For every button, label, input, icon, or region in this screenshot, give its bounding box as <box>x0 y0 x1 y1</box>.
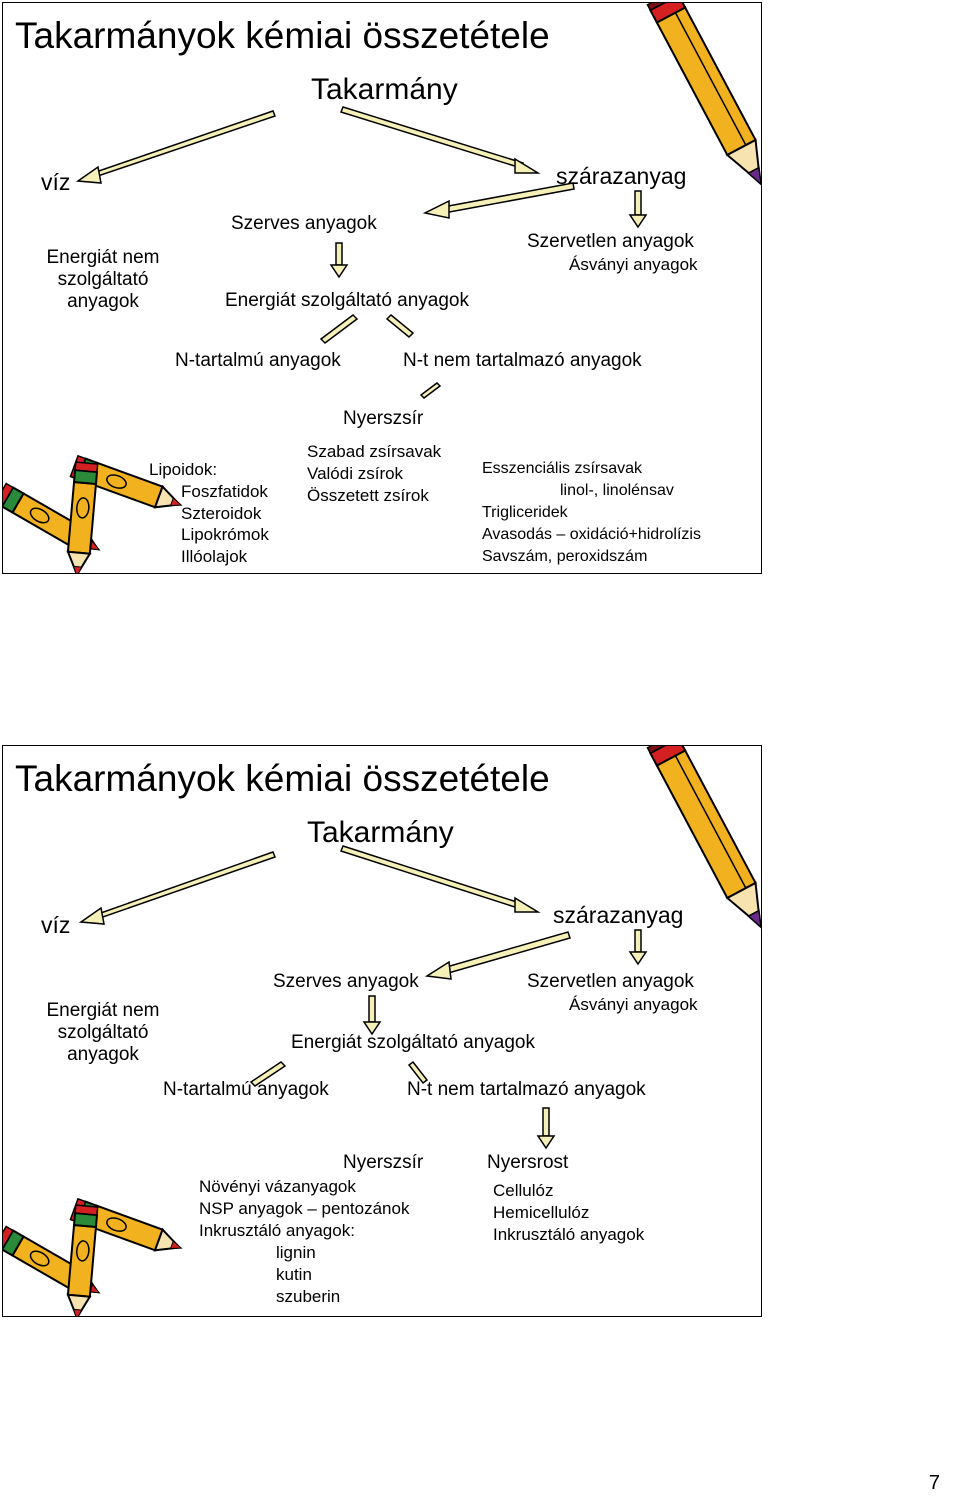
crude-fat-list: Növényi vázanyagok NSP anyagok – pentozánok Inkrusztáló anyagok: lignin kutin szuberin <box>199 1177 410 1307</box>
n-containing-node: N-tartalmú anyagok <box>163 1079 329 1100</box>
root-node: Takarmány <box>307 816 454 849</box>
arrow-to-dry-matter <box>341 846 538 912</box>
inorganic-node: Szervetlen anyagok <box>527 231 694 252</box>
arrow-to-n-containing <box>321 315 357 343</box>
arrow-to-inorganic <box>630 191 646 227</box>
energy-node: Energiát szolgáltató anyagok <box>291 1032 535 1053</box>
arrow-to-organic <box>425 183 574 218</box>
arrow-to-crude-fat <box>421 383 440 398</box>
fat-details-list: Esszenciális zsírsavak linol-, linolénsav Trigliceridek Avasodás – oxidáció+hidrolízis Savszám, peroxidszám <box>482 460 701 566</box>
arrow-to-crude-fiber <box>538 1108 554 1148</box>
minerals-node: Ásványi anyagok <box>569 255 698 274</box>
crude-fat-node: Nyerszsír <box>343 408 424 429</box>
arrow-to-energy <box>331 243 347 277</box>
non-energy-node: Energiát nem szolgáltató anyagok <box>46 1000 160 1065</box>
fats-list: Szabad zsírsavak Valódi zsírok Összetett zsírok <box>307 442 442 505</box>
root-node: Takarmány <box>311 73 458 106</box>
arrow-to-water <box>81 852 275 924</box>
non-energy-node: Energiát nem szolgáltató anyagok <box>46 247 160 312</box>
crude-fiber-node: Nyersrost <box>487 1152 569 1173</box>
arrow-to-energy <box>364 996 380 1034</box>
inorganic-node: Szervetlen anyagok <box>527 971 694 992</box>
organic-node: Szerves anyagok <box>231 213 377 234</box>
arrow-to-n-free <box>387 315 413 337</box>
crude-fiber-list: Cellulóz Hemicellulóz Inkrusztáló anyagok <box>493 1181 645 1245</box>
lipoids-list: Lipoidok: Foszfatidok Szteroidok Lipokrómok Illóolajok <box>149 460 269 566</box>
n-free-node: N-t nem tartalmazó anyagok <box>407 1079 646 1100</box>
organic-node: Szerves anyagok <box>273 971 419 992</box>
slide-2 <box>2 745 762 1317</box>
page-number: 7 <box>928 1472 940 1494</box>
arrow-to-dry-matter <box>341 107 538 173</box>
energy-node: Energiát szolgáltató anyagok <box>225 290 469 311</box>
water-node: víz <box>41 169 71 195</box>
n-containing-node: N-tartalmú anyagok <box>175 350 341 371</box>
dry-matter-node: szárazanyag <box>553 902 684 928</box>
slide-title: Takarmányok kémiai összetétele <box>15 15 550 56</box>
water-node: víz <box>41 912 71 938</box>
arrow-to-inorganic <box>630 930 646 964</box>
n-free-node: N-t nem tartalmazó anyagok <box>403 350 642 371</box>
dry-matter-node: szárazanyag <box>556 163 687 189</box>
slide-1 <box>2 2 762 574</box>
slide-title: Takarmányok kémiai összetétele <box>15 758 550 799</box>
arrow-to-water <box>78 111 275 183</box>
small-pencils-graphic <box>3 1199 185 1317</box>
crude-fat-node: Nyerszsír <box>343 1152 424 1173</box>
minerals-node: Ásványi anyagok <box>569 995 698 1014</box>
